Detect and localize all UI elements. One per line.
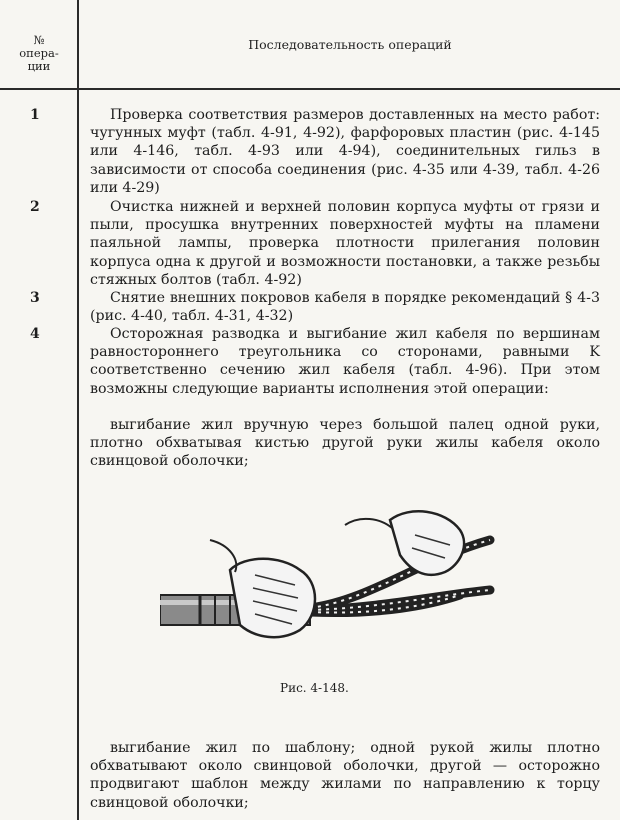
op-no-symbol: № — [33, 33, 45, 47]
figure-caption: Рис. 4-148. — [280, 681, 349, 695]
operation-text-2: Очистка нижней и верхней половин корпуса муфты от грязи и пыли, просушка внутренних поверхностей муфты на пламени паяльной лампы, проверка плотности прилегания половин корпуса одна к другой и возможности постановки, а также резьбы стяжных болтов (табл. 4-92) — [90, 199, 600, 288]
operation-text-4: Осторожная разводка и выгибание жил кабеля по вершинам равностороннего треугольника со сторонами, равными K соответственно сечению жил кабеля (табл. 4-96). При этом возможны следующие варианты исполнения этой операции: — [90, 326, 600, 397]
header-divider — [0, 88, 620, 90]
operation-number-header — [6, 34, 72, 73]
variant-1-text: выгибание жил вручную через большой палец одной руки, плотно обхватывая кистью другой руки жилы кабеля около свинцовой оболочки; — [90, 417, 600, 470]
variant-2-text: выгибание жил по шаблону; одной рукой жилы плотно обхватывают около свинцовой оболочки, другой — осторожно продвигают шаблон между жилами по направлению к торцу свинцовой оболочки; — [90, 740, 600, 811]
op-no-word-2: ции — [27, 59, 51, 73]
cable-bending-illustration — [160, 500, 560, 670]
operation-number-4: 4 — [30, 326, 40, 342]
operation-text-3: Снятие внешних покровов кабеля в порядке рекомендаций § 4-3 (рис. 4-40, табл. 4-31, 4-32) — [90, 290, 600, 325]
sequence-header: Последовательность операций — [248, 37, 452, 52]
op-no-word-1: опера- — [19, 46, 59, 60]
column-divider — [77, 0, 79, 820]
operation-number-1: 1 — [30, 107, 40, 123]
operation-number-3: 3 — [30, 290, 40, 306]
operation-text-1: Проверка соответствия размеров доставленных на место работ: чугунных муфт (табл. 4-91, 4-92), фарфоровых пластин (рис. 4-145 или 4-146, табл. 4-93 или 4-94), соединительных гильз в зависимости от способа соединения (рис. 4-35 или 4-39, табл. 4-26 или 4-29) — [90, 107, 600, 196]
right-hand — [345, 511, 464, 575]
operation-number-2: 2 — [30, 199, 40, 215]
